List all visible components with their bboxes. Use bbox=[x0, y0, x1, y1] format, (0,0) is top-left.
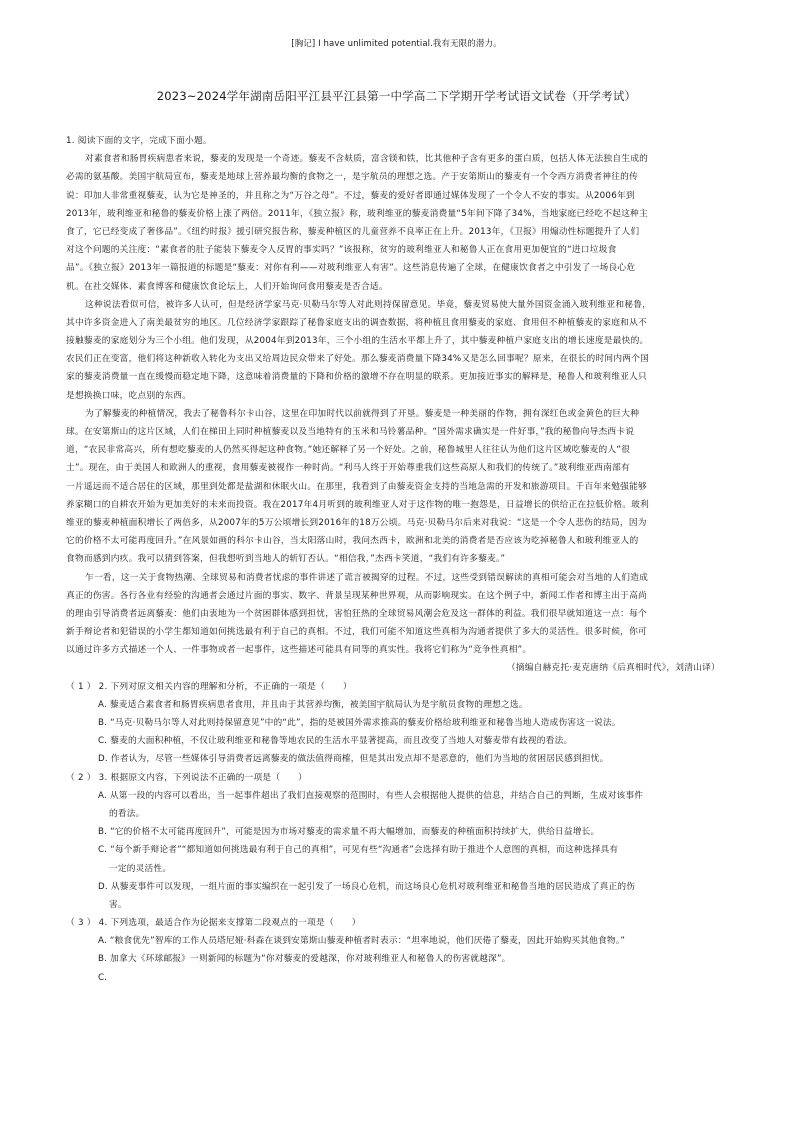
answer-option[interactable]: C. “每个新手辩论者”“都知道如何挑选最有利于自己的真相”，可见有些“沟通者”会选择有助于推进个人意图的真相，而这种选择具有 bbox=[98, 845, 619, 856]
page-header: [胸记] I have unlimited potential.我有无限的潜力。 bbox=[291, 39, 502, 49]
passage-line: 道，“农民非常高兴，所有想吃藜麦的人仍然买得起这种食物。”她还解释了另一个好处。之前，秘鲁城里人往往认为他们这片区域吃藜麦的人“很 bbox=[66, 445, 631, 456]
question-block bbox=[66, 678, 728, 769]
passage-line: 一片遥远而不适合居住的区域，那里到处都是盐湖和休眠火山。在那里，我看到了由藜麦资金支持的当地急需的开发和旅游项目。千百年来勉强能够 bbox=[66, 481, 647, 492]
passage-line: 乍一看，这一关于食物热潮、全球贸易和消费者忧虑的事件讲述了谎言被揭穿的过程。不过，这些受到错误解读的真相可能会对当地的人们造成 bbox=[85, 572, 649, 583]
reading-passage bbox=[66, 150, 728, 659]
passage-line: 家的藜麦消费量一直在缓慢而稳定地下降，这意味着消费量的下降和价格的激增不存在明显的联系。更加接近事实的解释是，秘鲁人和玻利维亚人只 bbox=[66, 372, 647, 383]
question-block bbox=[66, 769, 728, 915]
passage-line: 其中许多资金进入了南美最贫穷的地区。几位经济学家跟踪了秘鲁家庭支出的调查数据，将种植且食用藜麦的家庭、食用但不种植藜麦的家庭和从不 bbox=[66, 317, 647, 328]
question-stem: （ 2 ） 3. 根据原文内容，下列说法不正确的一项是（ ） bbox=[66, 772, 308, 783]
passage-line: 球。在安第斯山的这片区域，人们在梯田上同时种植藜麦以及当地特有的玉米和马铃薯品种。“国外需求确实是一件好事，”我的秘鲁向导杰西卡说 bbox=[66, 427, 635, 437]
question-stem: （ 1 ） 2. 下列对原文相关内容的理解和分析，不正确的一项是（ ） bbox=[66, 681, 352, 692]
passage-line: 品”。《独立报》2013年一篇报道的标题是“藜麦：对你有利——对玻利维亚人有害”。这些消息传遍了全球，在健康饮食者之中引发了一场良心危 bbox=[66, 263, 636, 274]
passage-line: 接触藜麦的家庭划分为三个小组。他们发现，从2004年到2013年，三个小组的生活水平都上升了，其中藜麦种植户家庭支出的增长速度是最快的。 bbox=[66, 336, 649, 347]
answer-option[interactable]: D. 从藜麦事件可以发现，一组片面的事实编织在一起引发了一场良心危机，而这场良心危机对玻利维亚和秘鲁当地的居民造成了真正的伤 bbox=[98, 881, 636, 892]
passage-line: 对这个问题的关注度：“素食者的肚子能装下藜麦令人反胃的事实吗？”该报称，贫穷的玻利维亚人和秘鲁人正在食用更加便宜的“进口垃圾食 bbox=[66, 245, 617, 256]
passage-line: 机。在社交媒体、素食博客和健康饮食论坛上，人们开始询问食用藜麦是否合适。 bbox=[66, 281, 388, 292]
passage-line: 农民们正在变富，他们将这种新收入转化为支出又给周边民众带来了好处。那么藜麦消费量下降34%又是怎么回事呢？原来，在很长的时间内两个国 bbox=[66, 354, 650, 365]
passage-line: 这种说法看似可信，被许多人认可，但是经济学家马克·贝勒马尔等人对此则持保留意见。毕竟，藜麦贸易使大量外国资金涌入玻利维亚和秘鲁， bbox=[85, 299, 652, 310]
answer-option-continued[interactable]: 的看法。 bbox=[109, 808, 145, 819]
answer-option[interactable]: B. “马克·贝勒马尔等人对此则持保留意见”中的“此”，指的是被国外需求推高的藜麦价格给玻利维亚和秘鲁当地人造成伤害这一说法。 bbox=[98, 718, 621, 728]
passage-line: 以通过许多方式描述一个人、一件事物或者一起事件，这些描述可能具有同等的真实性。我将它们称为“竞争性真相”。 bbox=[66, 645, 532, 656]
answer-option[interactable]: C. 藜麦的大面积种植，不仅让玻利维亚和秘鲁等地农民的生活水平显著提高，而且改变了当地人对藜麦带有歧视的看法。 bbox=[98, 736, 573, 747]
answer-option[interactable]: B. 加拿大《环球邮报》一则新闻的标题为“你对藜麦的爱越深，你对玻利维亚人和秘鲁人的伤害就越深”。 bbox=[98, 954, 511, 965]
passage-line: 必需的氨基酸。美国宇航局宣布，藜麦是地球上营养最均衡的食物之一，是宇航员的理想之选。产于安第斯山的藜麦有一个令西方消费者神往的传 bbox=[66, 172, 638, 183]
passage-line: 新手辩论者和犯错误的小学生都知道如何挑选最有利于自己的真相。不过，我们可能不知道这些真相为沟通者提供了多大的灵活性。很多时候，你可 bbox=[66, 627, 647, 638]
answer-option-continued[interactable]: 一定的灵活性。 bbox=[109, 863, 172, 874]
passage-line: 它的价格不太可能再度回升。”在风景如画的科尔卡山谷，当太阳落山时，我问杰西卡，欧洲和北美的消费者是否应该为吃掉秘鲁人和玻利维亚人的 bbox=[66, 536, 639, 547]
passage-line: 土”。现在，由于美国人和欧洲人的重视，食用藜麦被视作一种时尚。“利马人终于开始尊重我们这些高原人和我们的传统了。”玻利维亚西南部有 bbox=[66, 463, 631, 474]
exam-title: 2023~2024学年湖南岳阳平江县平江县第一中学高二下学期开学考试语文试卷（开学考试） bbox=[156, 89, 637, 103]
passage-line: 食了，它已经变成了奢侈品”。《纽约时报》援引研究报告称，藜麦种植区的儿童营养不良率正在上升。2013年，《卫报》用煽动性标题提升了人们 bbox=[66, 226, 640, 237]
passage-line: 的理由引导消费者远离藜麦：他们由衷地为一个贫困群体感到担忧，害怕狂热的全球贸易风潮会危及这一群体的利益。我们很早就知道这一点：每个 bbox=[66, 608, 647, 619]
passage-line: 为了解藜麦的种植情况，我去了秘鲁科尔卡山谷，这里在印加时代以前就得到了开垦。藜麦是一种美丽的作物，拥有深红色或金黄色的巨大种 bbox=[85, 408, 640, 419]
question-list bbox=[66, 678, 728, 987]
passage-line: 对素食者和肠胃疾病患者来说，藜麦的发现是一个奇迹。藜麦不含麸质，富含镁和铁，比其他种子含有更多的蛋白质，包括人体无法独自生成的 bbox=[85, 154, 649, 165]
answer-option[interactable]: B. “它的价格不太可能再度回升”，可能是因为市场对藜麦的需求量不再大幅增加，而藜麦的种植面积持续扩大，供给日益增长。 bbox=[98, 827, 600, 838]
answer-option[interactable]: A. 藜麦适合素食者和肠胃疾病患者食用，并且由于其营养均衡，被美国宇航局认为是宇航员食物的理想之选。 bbox=[98, 699, 528, 710]
document-body bbox=[66, 132, 728, 987]
passage-line: 是想换换口味，吃点别的东西。 bbox=[66, 390, 192, 401]
source-citation: （摘编自赫克托·麦克唐纳《后真相时代》，刘清山译） bbox=[506, 663, 720, 674]
passage-line: 食物而感到内疚。我可以猜到答案，但我想听到当地人的斩钉否认。“相信我，”杰西卡笑道，“我们有许多藜麦。” bbox=[66, 554, 506, 565]
answer-option[interactable]: A. 从第一段的内容可以看出，当一起事件超出了我们直接观察的范围时，有些人会根据他人提供的信息，并结合自己的判断，生成对该事件 bbox=[98, 790, 644, 801]
passage-line: 维亚的藜麦种植面积增长了两倍多，从2007年的5万公顷增长到2016年的18万公顷。马克·贝勒马尔后来对我说：“这是一个令人悲伤的结局，因为 bbox=[66, 517, 647, 528]
passage-line: 2013年，玻利维亚和秘鲁的藜麦价格上涨了两倍。2011年，《独立报》称，玻利维亚的藜麦消费量“5年间下降了34%，当地家庭已经吃不起这种主 bbox=[66, 208, 648, 219]
answer-option[interactable]: C. bbox=[98, 972, 108, 983]
answer-option-continued[interactable]: 害。 bbox=[109, 899, 127, 910]
question-intro: 1. 阅读下面的文字，完成下面小题。 bbox=[66, 136, 212, 146]
question-stem: （ 3 ） 4. 下列选项，最适合作为论据来支撑第二段观点的一项是（ ） bbox=[66, 918, 361, 929]
passage-line: 说：印加人非常重视藜麦，认为它是神圣的，并且称之为“万谷之母”。不过，藜麦的爱好者即通过媒体发现了一个令人不安的事实。从2006年到 bbox=[66, 190, 635, 201]
answer-option[interactable]: D. 作者认为，尽管一些媒体引导消费者远离藜麦的做法值得商榷，但是其出发点却不是恶意的，他们为当地的贫困居民感到担忧。 bbox=[98, 754, 609, 765]
passage-line: 真正的伤害。各行各业有经验的沟通者会通过片面的事实、数字、背景呈现某种世界观，从而影响现实。在这个例子中，新闻工作者和博主出于高尚 bbox=[66, 590, 647, 601]
passage-line: 养家糊口的自耕农开始为更加美好的未来而投资。我在2017年4月听到的玻利维亚人对于这作物的唯一抱怨是，日益增长的供给正在拉低价格。玻利 bbox=[66, 499, 650, 510]
question-block bbox=[66, 914, 728, 987]
answer-option[interactable]: A. “粮食优先”智库的工作人员塔尼娅·科森在谈到安第斯山藜麦种植者时表示：“坦率地说，他们厌倦了藜麦，因此开始购买其他食物。” bbox=[98, 936, 626, 947]
